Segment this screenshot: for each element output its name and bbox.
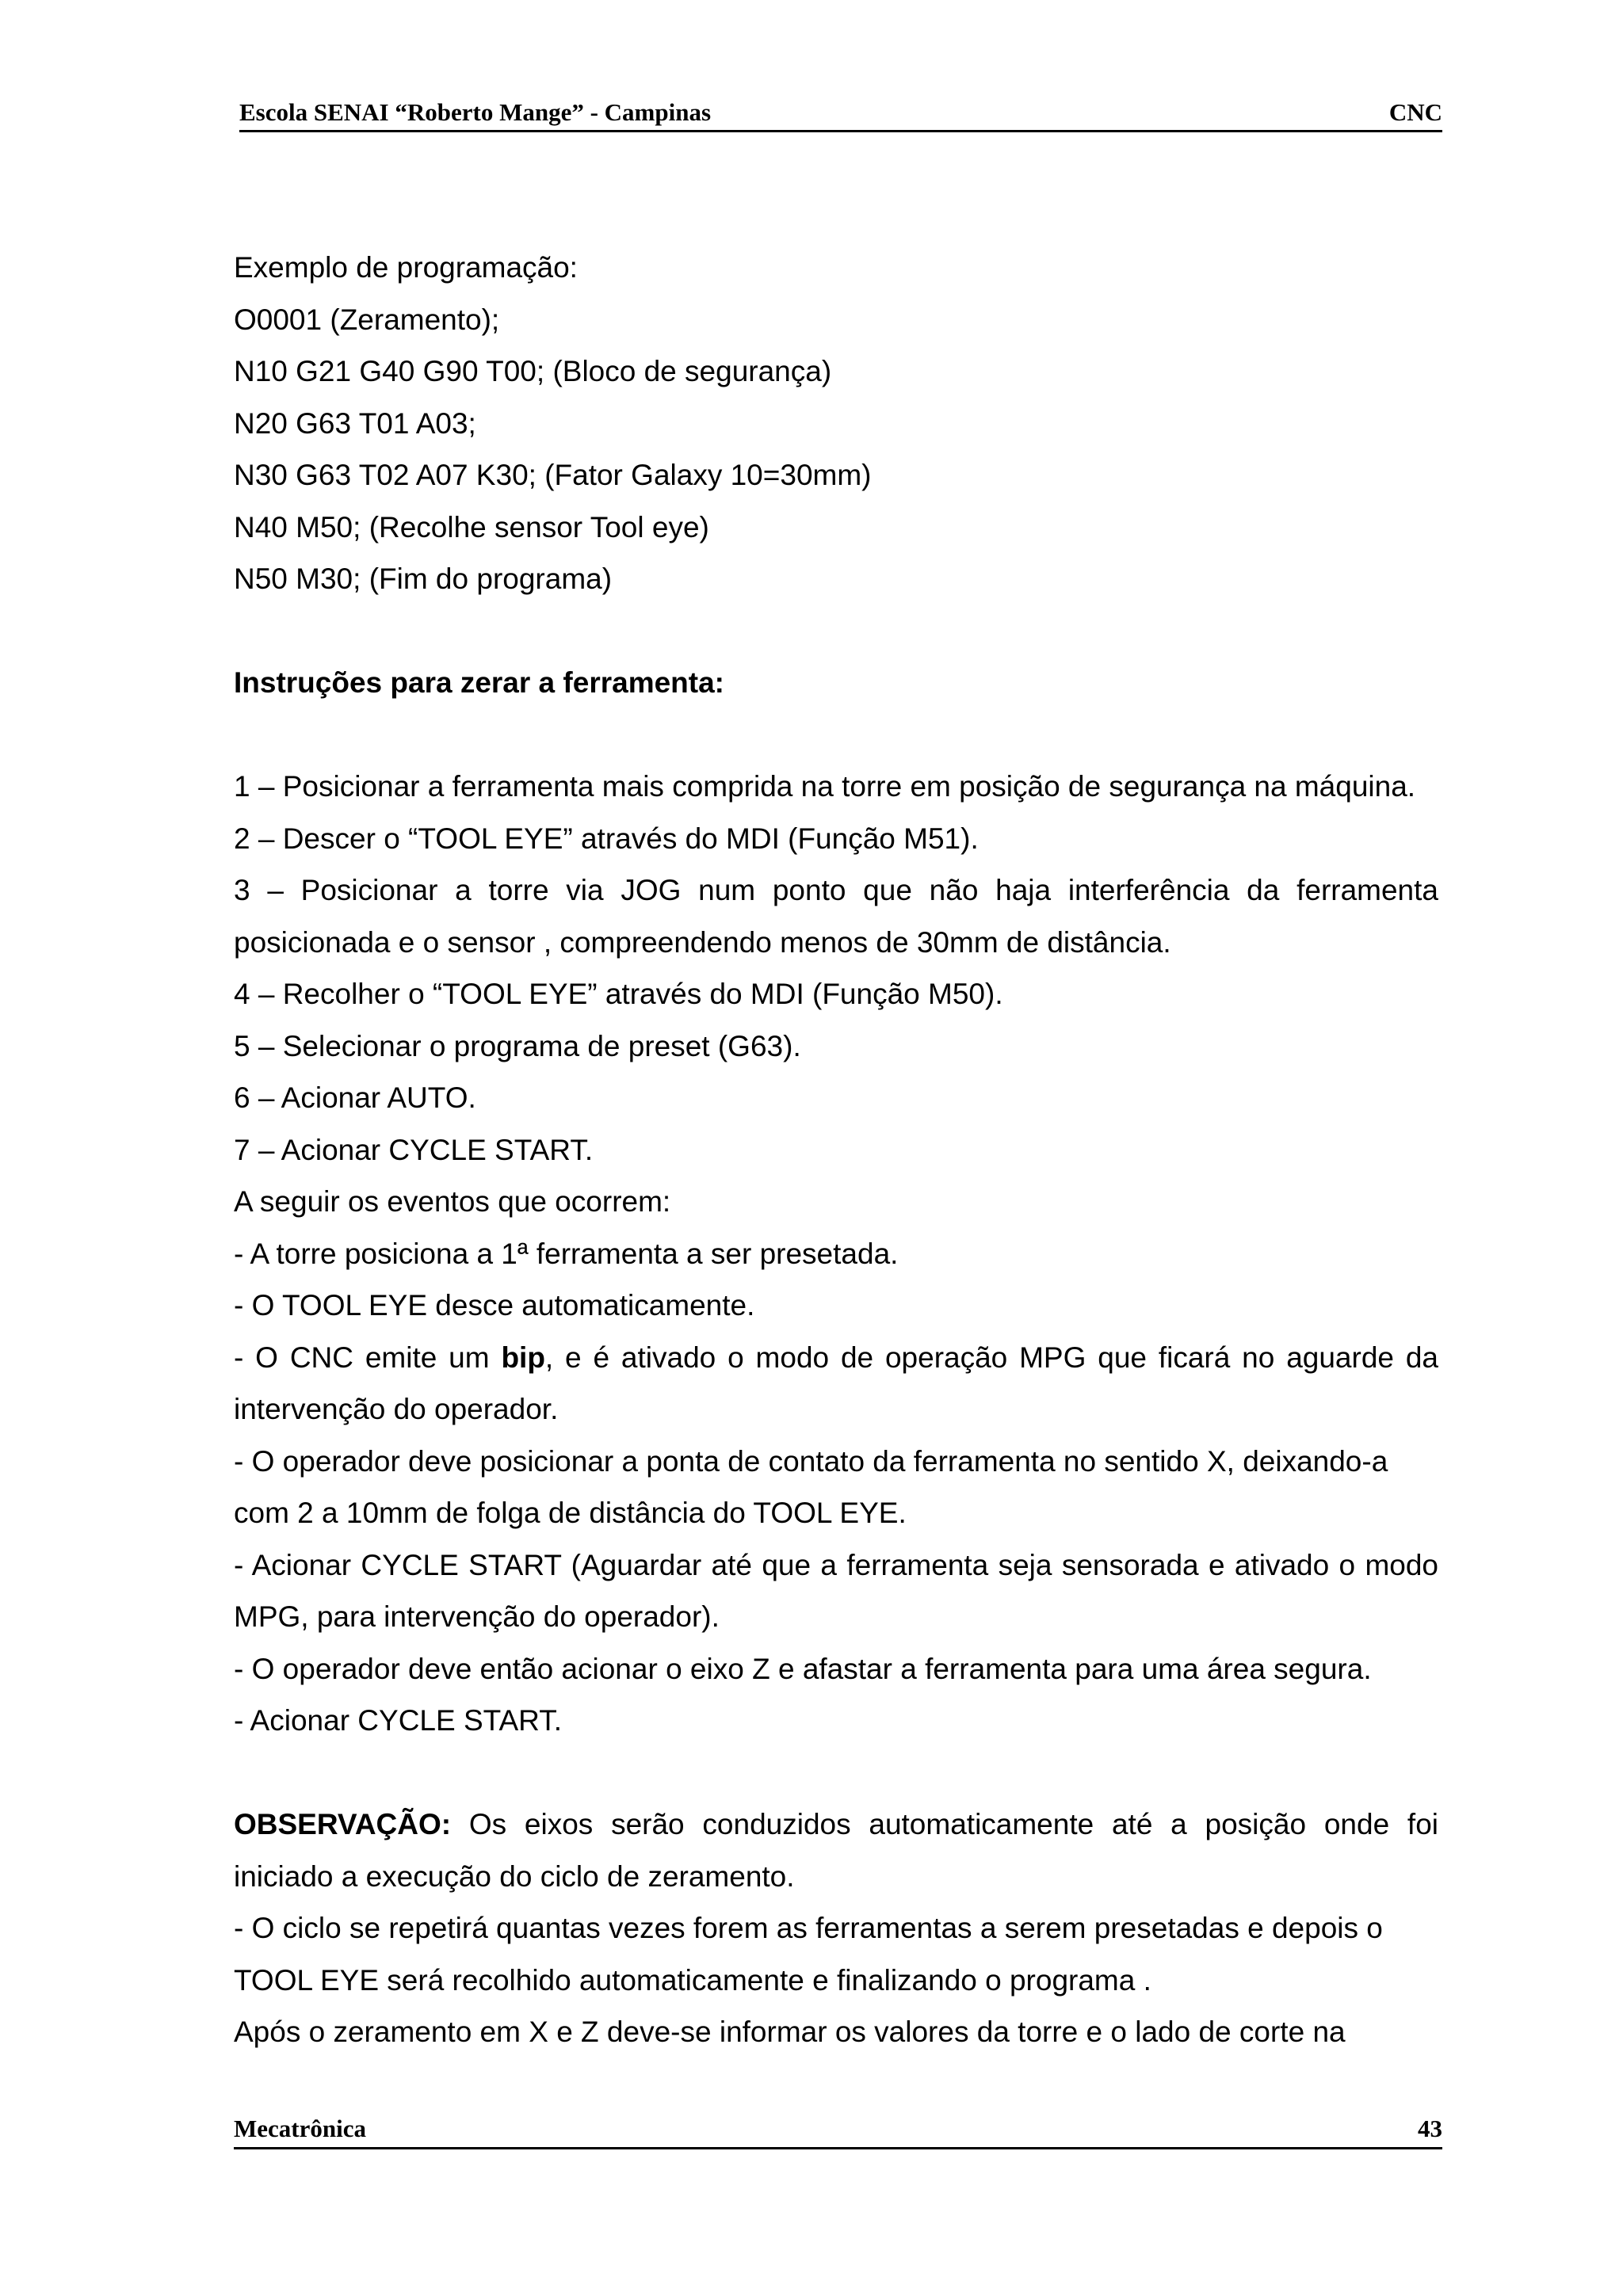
event-item: - Acionar CYCLE START. xyxy=(234,1704,562,1737)
program-line: N50 M30; (Fim do programa) xyxy=(234,563,613,595)
event-item: - O operador deve posicionar a ponta de contato da ferramenta no sentido X, deixando-a com 2 a 10mm de folga de distância do TOOL EYE. xyxy=(234,1444,1388,1529)
page-footer xyxy=(234,2111,1442,2149)
spacer xyxy=(234,1747,1438,1799)
page-number: 43 xyxy=(1418,2115,1442,2142)
spacer xyxy=(234,709,1438,761)
closing-line: Após o zeramento em X e Z deve-se informar os valores da torre e o lado de corte na xyxy=(234,2016,1346,2048)
instruction-step: 6 – Acionar AUTO. xyxy=(234,1081,476,1114)
instruction-step: 7 – Acionar CYCLE START. xyxy=(234,1133,594,1166)
program-line: N40 M50; (Recolhe sensor Tool eye) xyxy=(234,510,709,543)
event-item: - A torre posiciona a 1ª ferramenta a ser presetada. xyxy=(234,1237,899,1270)
instruction-step: 4 – Recolher o “TOOL EYE” através do MDI (Função M50). xyxy=(234,978,1003,1010)
instructions-heading: Instruções para zerar a ferramenta: xyxy=(234,666,724,699)
program-line: N20 G63 T01 A03; xyxy=(234,406,476,440)
observation-repeat: - O ciclo se repetirá quantas vezes forem as ferramentas a serem presetadas e depois o TOOL EYE será recolhido automaticamente e finalizando o programa . xyxy=(234,1912,1383,1997)
page-header xyxy=(239,95,1442,132)
instruction-step: 5 – Selecionar o programa de preset (G63). xyxy=(234,1029,801,1062)
event-item xyxy=(234,1332,1438,1436)
event-text: , e é ativado o modo de operação MPG que ficará no aguarde da intervenção do operador. xyxy=(234,1341,1438,1425)
observation-text: Os eixos serão conduzidos automaticamente até a posição onde foi iniciado a execução do ciclo de zeramento. xyxy=(234,1808,1438,1893)
event-item: - O TOOL EYE desce automaticamente. xyxy=(234,1289,755,1322)
events-intro: A seguir os eventos que ocorrem: xyxy=(234,1185,671,1218)
program-line: N30 G63 T02 A07 K30; (Fator Galaxy 10=30mm) xyxy=(234,459,872,491)
event-item: - Acionar CYCLE START (Aguardar até que a ferramenta seja sensorada e ativado o modo MPG, para intervenção do operador). xyxy=(234,1548,1438,1633)
page-body xyxy=(234,242,1438,2058)
observation-label: OBSERVAÇÃO: xyxy=(234,1808,452,1840)
footer-course: Mecatrônica xyxy=(234,2115,366,2142)
instruction-step: 1 – Posicionar a ferramenta mais comprida na torre em posição de segurança na máquina. xyxy=(234,770,1416,803)
spacer xyxy=(234,605,1438,658)
event-text: - O CNC emite um xyxy=(234,1341,502,1374)
instruction-step: 3 – Posicionar a torre via JOG num ponto que não haja interferência da ferramenta posicionada e o sensor , compreendendo menos de 30mm de distância. xyxy=(234,874,1438,959)
example-title: Exemplo de programação: xyxy=(234,251,578,284)
header-school-name: Escola SENAI “Roberto Mange” - Campinas xyxy=(239,98,712,126)
bip-emphasis: bip xyxy=(501,1341,545,1374)
header-subject: CNC xyxy=(1388,98,1442,126)
event-item: - O operador deve então acionar o eixo Z e afastar a ferramenta para uma área segura. xyxy=(234,1652,1372,1685)
program-line: O0001 (Zeramento); xyxy=(234,303,500,336)
program-line: N10 G21 G40 G90 T00; (Bloco de segurança) xyxy=(234,355,832,387)
observation-paragraph xyxy=(234,1798,1438,1902)
instruction-step: 2 – Descer o “TOOL EYE” através do MDI (Função M51). xyxy=(234,822,979,855)
